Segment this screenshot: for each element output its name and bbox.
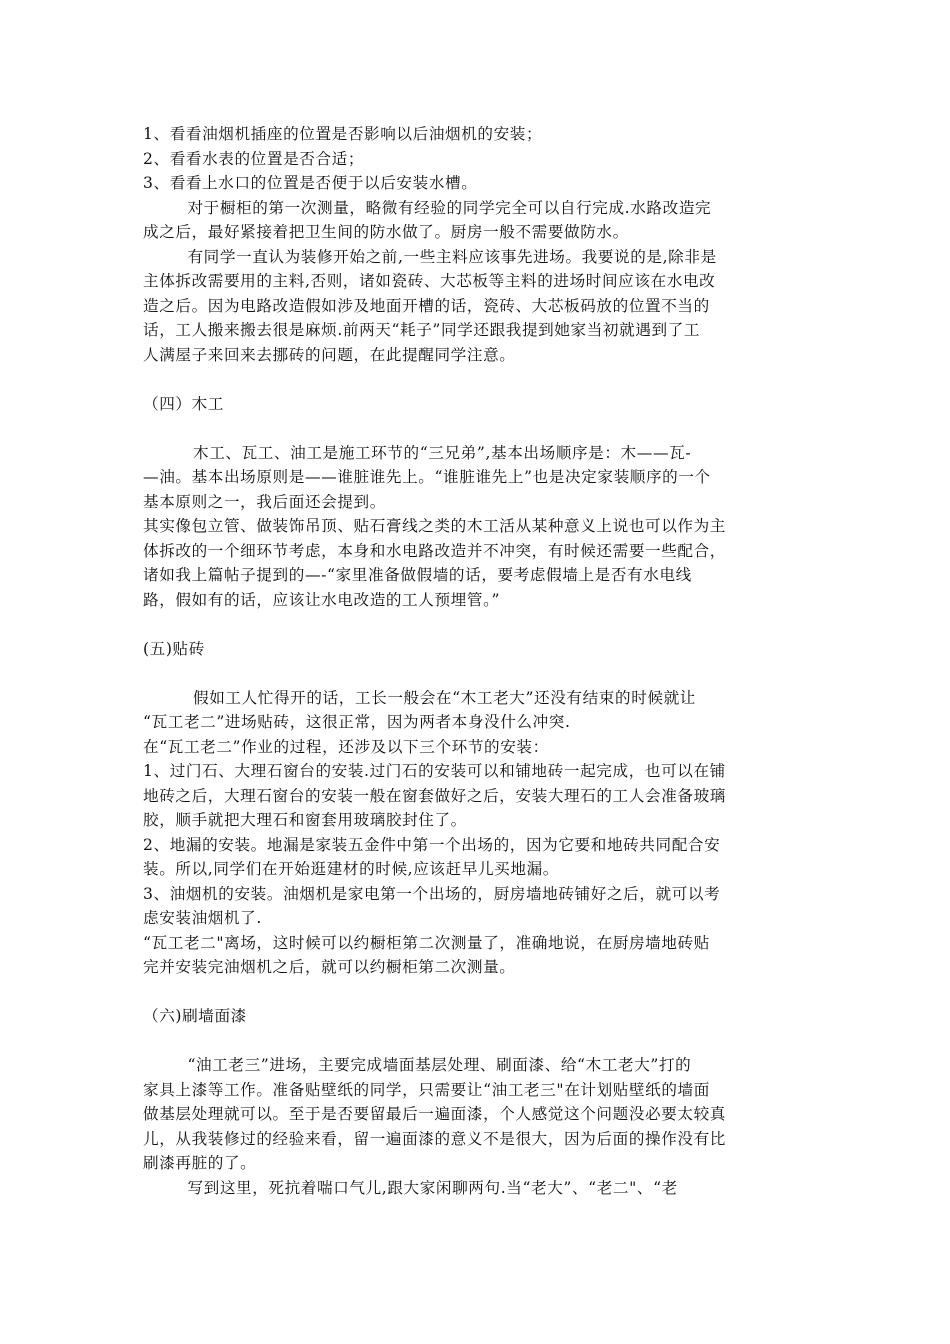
text-line: —油。基本出场原则是——谁脏谁先上。“谁脏谁先上”也是决定家装顺序的一个 bbox=[143, 468, 711, 486]
text-line: （六)刷墙面漆 bbox=[143, 1007, 247, 1025]
text-line: 2、地漏的安装。地漏是家装五金件中第一个出场的，因为它要和地砖共同配合安 bbox=[143, 835, 721, 854]
paragraph-gap bbox=[143, 980, 813, 1005]
text-line: 话，工人搬来搬去很是麻烦.前两天“耗子”同学还跟我提到她家当初就遇到了工 bbox=[143, 321, 701, 339]
text-line: 地砖之后，大理石窗台的安装一般在窗套做好之后，安装大理石的工人会准备玻璃 bbox=[143, 786, 726, 805]
text-line: 2、看看水表的位置是否合适； bbox=[143, 149, 365, 168]
text-line: 其实像包立管、做装饰吊顶、贴石膏线之类的木工活从某种意义上说也可以作为主 bbox=[143, 517, 726, 535]
paragraph-gap bbox=[143, 367, 813, 392]
text-line: “瓦工老二"离场，这时候可以约橱柜第二次测量了，准确地说，在厨房墙地砖贴 bbox=[143, 933, 710, 952]
text-line: 假如工人忙得开的话，工长一般会在“木工老大”还没有结束的时候就让 bbox=[143, 688, 696, 707]
paragraph-gap bbox=[143, 661, 813, 686]
paragraph-gap bbox=[143, 416, 813, 441]
text-line: 在“瓦工老二”作业的过程，还涉及以下三个环节的安装： bbox=[143, 737, 549, 756]
text-line: 完并安装完油烟机之后，就可以约橱柜第二次测量。 bbox=[143, 958, 516, 976]
text-line: 1、看看油烟机插座的位置是否影响以后油烟机的安装； bbox=[143, 125, 543, 143]
text-line: “油工老三”进场，主要完成墙面基层处理、刷面漆、给“木工老大”打的 bbox=[143, 1056, 692, 1074]
text-line: 造之后。因为电路改造假如涉及地面开槽的话，瓷砖、大芯板码放的位置不当的 bbox=[143, 296, 710, 315]
text-line: 儿，从我装修过的经验来看，留一遍面漆的意义不是很大，因为后面的操作没有比 bbox=[143, 1129, 726, 1148]
text-line: 胶，顺手就把大理石和窗套用玻璃胶封住了。 bbox=[143, 811, 467, 829]
text-line: 基本原则之一，我后面还会提到。 bbox=[143, 492, 386, 511]
text-line: （四）木工 bbox=[143, 394, 224, 413]
text-line: 路，假如有的话，应该让水电改造的工人预埋管。” bbox=[143, 590, 501, 609]
text-line: 装。所以,同学们在开始逛建材的时候,应该赶早儿买地漏。 bbox=[143, 860, 559, 878]
document-body bbox=[143, 122, 813, 1200]
text-line: 家具上漆等工作。准备贴壁纸的同学，只需要让“油工老三"在计划贴壁纸的墙面 bbox=[143, 1080, 710, 1099]
text-line: 3、油烟机的安装。油烟机是家电第一个出场的，厨房墙地砖铺好之后，就可以考 bbox=[143, 884, 721, 903]
text-line: 成之后，最好紧接着把卫生间的防水做了。厨房一般不需要做防水。 bbox=[143, 223, 629, 241]
text-line: 人满屋子来回来去挪砖的问题，在此提醒同学注意。 bbox=[143, 345, 516, 364]
text-line: 诸如我上篇帖子提到的—-“家里准备做假墙的话，要考虑假墙上是否有水电线 bbox=[143, 566, 692, 584]
text-line: 做基层处理就可以。至于是否要留最后一遍面漆，个人感觉这个问题没必要太较真 bbox=[143, 1105, 726, 1123]
text-line: 虑安装油烟机了. bbox=[143, 909, 262, 927]
text-line: 1、过门石、大理石窗台的安装.过门石的安装可以和铺地砖一起完成，也可以在铺 bbox=[143, 762, 726, 780]
paragraph-gap bbox=[143, 612, 813, 637]
text-line: 3、看看上水口的位置是否便于以后安装水槽。 bbox=[143, 174, 478, 192]
text-line: 写到这里，死抗着喘口气儿,跟大家闲聊两句.当“老大”、“老二"、“老 bbox=[143, 1178, 678, 1197]
text-line: “瓦工老二”进场贴砖，这很正常，因为两者本身没什么冲突. bbox=[143, 713, 571, 731]
text-line: 有同学一直认为装修开始之前,一些主料应该事先进场。我要说的是,除非是 bbox=[143, 247, 717, 266]
text-line: (五)贴砖 bbox=[143, 639, 205, 658]
text-line: 刷漆再脏的了。 bbox=[143, 1154, 257, 1172]
text-line: 主体拆改需要用的主料,否则，诸如瓷砖、大芯板等主料的进场时间应该在水电改 bbox=[143, 272, 716, 290]
text-line: 木工、瓦工、油工是施工环节的“三兄弟”,基本出场顺序是：木——瓦- bbox=[143, 443, 692, 462]
text-line: 体拆改的一个细环节考虑，本身和水电路改造并不冲突，有时候还需要一些配合， bbox=[143, 541, 726, 560]
text-line: 对于橱柜的第一次测量，略微有经验的同学完全可以自行完成.水路改造完 bbox=[143, 198, 712, 217]
paragraph-gap bbox=[143, 1029, 813, 1054]
